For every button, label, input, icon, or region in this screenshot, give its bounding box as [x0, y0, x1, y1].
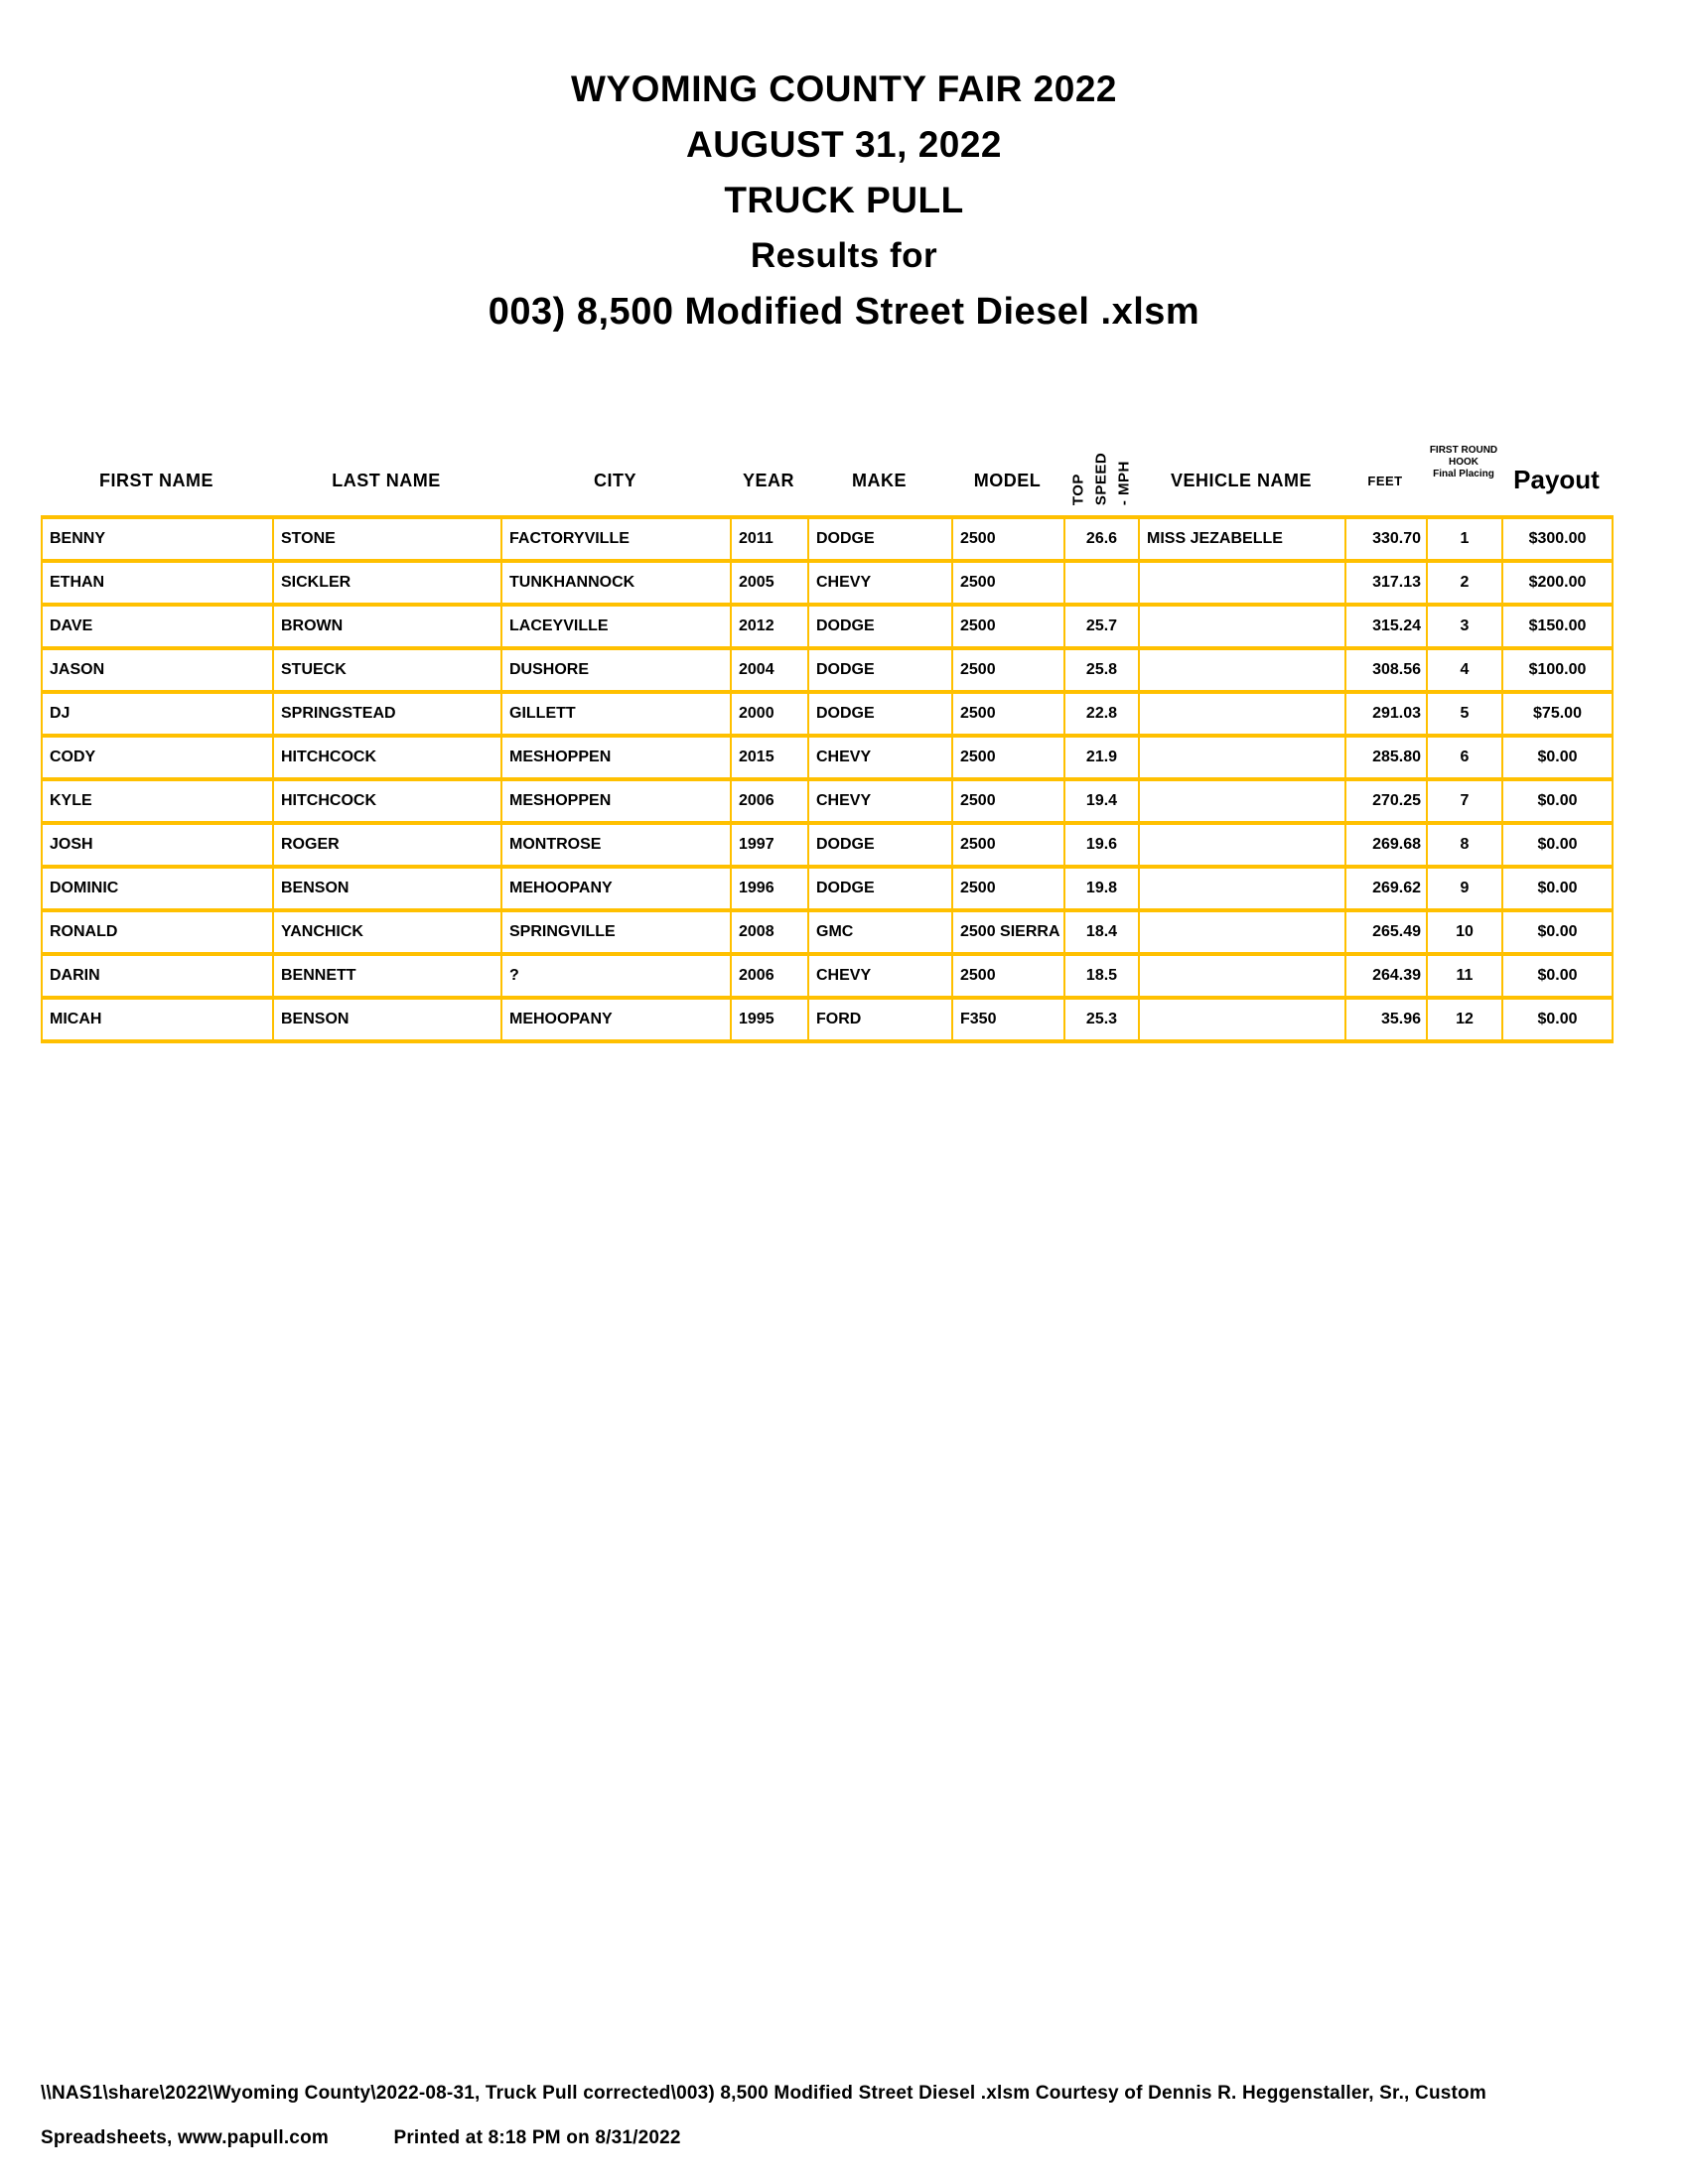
table-cell: 19.8: [1065, 869, 1140, 908]
table-cell: 270.25: [1346, 781, 1428, 821]
table-cell: ETHAN: [43, 563, 274, 603]
table-cell: 269.62: [1346, 869, 1428, 908]
table-cell: [1065, 563, 1140, 603]
table-cell: KYLE: [43, 781, 274, 821]
table-cell: DAVE: [43, 607, 274, 646]
results-for-label: Results for: [750, 236, 938, 275]
table-cell: $0.00: [1503, 912, 1614, 952]
table-cell: 25.3: [1065, 1000, 1140, 1039]
table-cell: MEHOOPANY: [502, 869, 732, 908]
table-cell: ROGER: [274, 825, 502, 865]
table-cell: 18.4: [1065, 912, 1140, 952]
table-cell: 22.8: [1065, 694, 1140, 734]
event-name: TRUCK PULL: [724, 180, 964, 220]
table-cell: BENSON: [274, 1000, 502, 1039]
table-cell: MONTROSE: [502, 825, 732, 865]
footer-line-2: [41, 2116, 1486, 2160]
table-cell: 4: [1428, 650, 1503, 690]
table-cell: 25.7: [1065, 607, 1140, 646]
table-cell: F350: [953, 1000, 1065, 1039]
table-cell: 285.80: [1346, 738, 1428, 777]
header-payout: Payout: [1513, 465, 1600, 494]
table-cell: $0.00: [1503, 738, 1614, 777]
results-table: [41, 431, 1614, 1043]
table-cell: FORD: [809, 1000, 953, 1039]
table-cell: $0.00: [1503, 956, 1614, 996]
table-cell: 1997: [732, 825, 809, 865]
table-cell: 2500: [953, 694, 1065, 734]
table-cell: [1140, 607, 1346, 646]
table-cell: 1996: [732, 869, 809, 908]
table-cell: SICKLER: [274, 563, 502, 603]
table-cell: 2012: [732, 607, 809, 646]
table-cell: DODGE: [809, 519, 953, 559]
table-cell: [1140, 781, 1346, 821]
table-cell: CHEVY: [809, 956, 953, 996]
header-feet: FEET: [1367, 474, 1403, 488]
page-title: WYOMING COUNTY FAIR 2022: [571, 68, 1117, 109]
table-row: [41, 738, 1614, 781]
header-city: CITY: [593, 471, 636, 490]
table-cell: RONALD: [43, 912, 274, 952]
table-header-row: [41, 431, 1614, 515]
header-top-speed: [1063, 431, 1138, 515]
table-cell: 9: [1428, 869, 1503, 908]
table-cell: TUNKHANNOCK: [502, 563, 732, 603]
table-cell: DUSHORE: [502, 650, 732, 690]
table-cell: DARIN: [43, 956, 274, 996]
table-cell: 2015: [732, 738, 809, 777]
table-cell: GILLETT: [502, 694, 732, 734]
footer-printed-timestamp: Printed at 8:18 PM on 8/31/2022: [393, 2127, 681, 2148]
table-cell: 269.68: [1346, 825, 1428, 865]
table-cell: $100.00: [1503, 650, 1614, 690]
header-first-name: FIRST NAME: [99, 471, 213, 490]
table-cell: 317.13: [1346, 563, 1428, 603]
table-cell: SPRINGVILLE: [502, 912, 732, 952]
table-cell: 330.70: [1346, 519, 1428, 559]
table-cell: 2500: [953, 781, 1065, 821]
table-cell: 308.56: [1346, 650, 1428, 690]
table-cell: 3: [1428, 607, 1503, 646]
header-first-round-hook: FIRST ROUND HOOK Final Placing: [1429, 444, 1498, 479]
table-cell: $300.00: [1503, 519, 1614, 559]
table-cell: 2500 SIERRA: [953, 912, 1065, 952]
table-cell: [1140, 563, 1346, 603]
table-cell: DOMINIC: [43, 869, 274, 908]
table-cell: 2004: [732, 650, 809, 690]
page-title-block: [0, 62, 1688, 340]
table-cell: DODGE: [809, 650, 953, 690]
table-cell: LACEYVILLE: [502, 607, 732, 646]
table-cell: BROWN: [274, 607, 502, 646]
header-model: MODEL: [973, 471, 1042, 490]
table-cell: MEHOOPANY: [502, 1000, 732, 1039]
table-cell: 315.24: [1346, 607, 1428, 646]
table-cell: 21.9: [1065, 738, 1140, 777]
table-cell: CHEVY: [809, 738, 953, 777]
table-cell: MISS JEZABELLE: [1140, 519, 1346, 559]
table-cell: 35.96: [1346, 1000, 1428, 1039]
table-cell: GMC: [809, 912, 953, 952]
footer-file-path: \\NAS1\share\2022\Wyoming County\2022-08-31, Truck Pull corrected\003) 8,500 Modified Street Diesel .xlsm Courtesy of Dennis R. Heggenstaller, Sr., Custom: [41, 2083, 1486, 2104]
table-cell: 2500: [953, 650, 1065, 690]
table-row: [41, 825, 1614, 869]
header-year: YEAR: [742, 471, 794, 490]
table-row: [41, 956, 1614, 1000]
table-cell: JASON: [43, 650, 274, 690]
table-cell: 18.5: [1065, 956, 1140, 996]
table-cell: HITCHCOCK: [274, 781, 502, 821]
table-cell: 8: [1428, 825, 1503, 865]
table-cell: CODY: [43, 738, 274, 777]
table-cell: 11: [1428, 956, 1503, 996]
table-cell: [1140, 1000, 1346, 1039]
table-cell: 5: [1428, 694, 1503, 734]
table-cell: 19.6: [1065, 825, 1140, 865]
table-cell: $0.00: [1503, 825, 1614, 865]
table-cell: MESHOPPEN: [502, 738, 732, 777]
table-cell: $0.00: [1503, 1000, 1614, 1039]
table-cell: BENNETT: [274, 956, 502, 996]
table-cell: 2500: [953, 738, 1065, 777]
header-vehicle-name: VEHICLE NAME: [1170, 471, 1312, 490]
event-date: AUGUST 31, 2022: [685, 124, 1003, 165]
header-make: MAKE: [852, 471, 907, 490]
table-cell: YANCHICK: [274, 912, 502, 952]
footer-website: Spreadsheets, www.papull.com: [41, 2127, 329, 2148]
table-cell: 10: [1428, 912, 1503, 952]
table-cell: DODGE: [809, 825, 953, 865]
table-cell: 2: [1428, 563, 1503, 603]
table-cell: 2005: [732, 563, 809, 603]
table-cell: [1140, 956, 1346, 996]
table-cell: 2500: [953, 869, 1065, 908]
table-cell: $0.00: [1503, 781, 1614, 821]
table-cell: [1140, 912, 1346, 952]
table-cell: DODGE: [809, 607, 953, 646]
table-row: [41, 607, 1614, 650]
table-cell: FACTORYVILLE: [502, 519, 732, 559]
table-cell: JOSH: [43, 825, 274, 865]
table-cell: 2500: [953, 563, 1065, 603]
table-cell: DODGE: [809, 694, 953, 734]
table-cell: 2011: [732, 519, 809, 559]
table-row: [41, 869, 1614, 912]
table-cell: MESHOPPEN: [502, 781, 732, 821]
table-cell: 1995: [732, 1000, 809, 1039]
table-row: [41, 912, 1614, 956]
table-cell: ?: [502, 956, 732, 996]
class-name: 003) 8,500 Modified Street Diesel .xlsm: [488, 291, 1200, 333]
header-top-speed-vertical-text: TOP SPEED - MPH: [1069, 452, 1132, 506]
table-cell: 2008: [732, 912, 809, 952]
table-cell: DJ: [43, 694, 274, 734]
table-cell: $200.00: [1503, 563, 1614, 603]
table-cell: STUECK: [274, 650, 502, 690]
table-cell: 264.39: [1346, 956, 1428, 996]
table-row: [41, 694, 1614, 738]
table-cell: CHEVY: [809, 781, 953, 821]
table-cell: 12: [1428, 1000, 1503, 1039]
table-row: [41, 650, 1614, 694]
table-cell: 26.6: [1065, 519, 1140, 559]
table-cell: HITCHCOCK: [274, 738, 502, 777]
table-cell: 291.03: [1346, 694, 1428, 734]
table-cell: 2500: [953, 607, 1065, 646]
page-footer: [41, 2071, 1486, 2160]
table-cell: 2500: [953, 956, 1065, 996]
table-cell: [1140, 869, 1346, 908]
table-cell: 25.8: [1065, 650, 1140, 690]
table-cell: [1140, 650, 1346, 690]
table-cell: 6: [1428, 738, 1503, 777]
table-cell: 2006: [732, 956, 809, 996]
table-body: [41, 515, 1614, 1043]
table-cell: 2500: [953, 519, 1065, 559]
table-cell: STONE: [274, 519, 502, 559]
table-cell: 19.4: [1065, 781, 1140, 821]
table-cell: $0.00: [1503, 869, 1614, 908]
table-cell: BENNY: [43, 519, 274, 559]
table-cell: 7: [1428, 781, 1503, 821]
table-row: [41, 519, 1614, 563]
table-cell: [1140, 694, 1346, 734]
header-last-name: LAST NAME: [332, 471, 441, 490]
table-row: [41, 563, 1614, 607]
table-row: [41, 1000, 1614, 1043]
table-row: [41, 781, 1614, 825]
table-cell: 265.49: [1346, 912, 1428, 952]
table-cell: $75.00: [1503, 694, 1614, 734]
table-cell: BENSON: [274, 869, 502, 908]
table-cell: $150.00: [1503, 607, 1614, 646]
table-cell: MICAH: [43, 1000, 274, 1039]
table-cell: 2500: [953, 825, 1065, 865]
table-cell: DODGE: [809, 869, 953, 908]
table-cell: 1: [1428, 519, 1503, 559]
table-cell: 2000: [732, 694, 809, 734]
table-cell: CHEVY: [809, 563, 953, 603]
table-cell: SPRINGSTEAD: [274, 694, 502, 734]
table-cell: [1140, 825, 1346, 865]
table-cell: [1140, 738, 1346, 777]
table-cell: 2006: [732, 781, 809, 821]
